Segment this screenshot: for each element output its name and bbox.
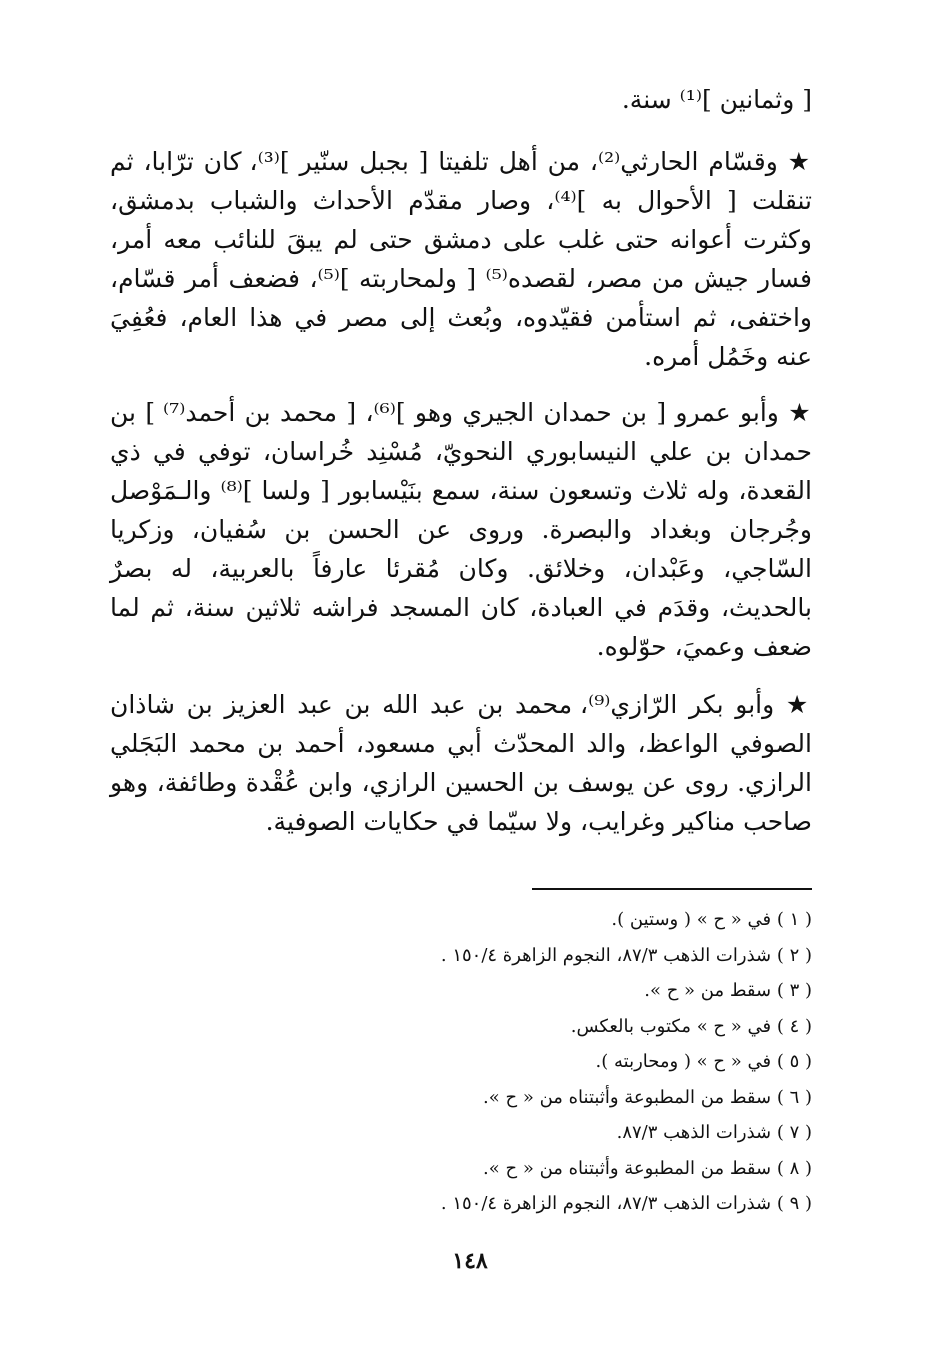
entry-abu-amr: ★ وأبو عمرو [ بن حمدان الجيري وهو ]⁽⁶⁾، [ محمد بن أحمد⁽⁷⁾ ] بن حمدان بن علي النيسابوري النحويّ، مُسْنِد خُراسان، توفي في ذي القعدة، وله ثلاث وتسعون سنة، سمع بنَيْسابور [ ولسا ]⁽⁸⁾ والـمَوْصل وجُرجان وبغداد والبصرة. وروى عن الحسن بن سُفيان، وزكريا السّاجي، وعَبْدان، وخلائق. وكان مُقرئا عارفاً بالعربية، له بصرٌ بالحديث، وقدَم في العبادة، كان المسجد فراشه ثلاثين سنة، ثم لما ضعف وعميَ، حوّلوه. <box>110 398 812 661</box>
footnote-6: ( ٦ ) سقط من المطبوعة وأثبتناه من « ح ». <box>483 1086 812 1108</box>
footnote-1: ( ١ ) في « ح » ( وستين ). <box>611 909 812 930</box>
footnote-3: ( ٣ ) سقط من « ح ». <box>644 980 812 1001</box>
entry-qassam: ★ وقسّام الحارثي⁽²⁾، من أهل تلفيتا [ بجبل سنّير ]⁽³⁾، كان ترّابا، ثم تنقلت [ الأحوال به ]⁽⁴⁾، وصار مقدّم الأحداث والشباب بدمشق، وكثرت أعوانه حتى غلب على دمشق حتى لم يبقَ للنائب معه أمر، فسار جيش من مصر، لقصده⁽⁵⁾ [ ولمحاربته ]⁽⁵⁾، فضعف أمر قسّام، واختفى، ثم استأمن فقيّدوه، وبُعث إلى مصر في هذا العام، فعُفِيَ عنه وخَمُل أمره. <box>110 147 812 371</box>
footnote-4: ( ٤ ) في « ح » مكتوب بالعكس. <box>570 1015 812 1037</box>
footnotes-list <box>300 902 812 1222</box>
footnote-9: ( ٩ ) شذرات الذهب ٨٧/٣، النجوم الزاهرة ١٥٠/٤ . <box>440 1193 812 1214</box>
footnote-5: ( ٥ ) في « ح » ( ومحاربته ). <box>595 1051 812 1072</box>
footnote-2: ( ٢ ) شذرات الذهب ٨٧/٣، النجوم الزاهرة ١٥٠/٤ . <box>440 944 812 966</box>
footnote-8: ( ٨ ) سقط من المطبوعة وأثبتناه من « ح ». <box>483 1157 812 1179</box>
footnote-divider <box>532 888 812 890</box>
continuation-line: [ وثمانين ]⁽¹⁾ سنة. <box>621 85 812 114</box>
page-number: ١٤٨ <box>452 1248 488 1274</box>
entry-abu-bakr-razi: ★ وأبو بكر الرّازي⁽⁹⁾، محمد بن عبد الله بن عبد العزيز بن شاذان الصوفي الواعظ، والد المحدّث أبي مسعود، أحمد بن محمد البَجَلي الرازي. روى عن يوسف بن الحسين الرازي، وابن عُقْدة وطائفة، وهو صاحب مناكير وغرايب، ولا سيّما في حكايات الصوفية. <box>110 690 812 836</box>
footnote-7: ( ٧ ) شذرات الذهب ٨٧/٣. <box>616 1122 812 1143</box>
